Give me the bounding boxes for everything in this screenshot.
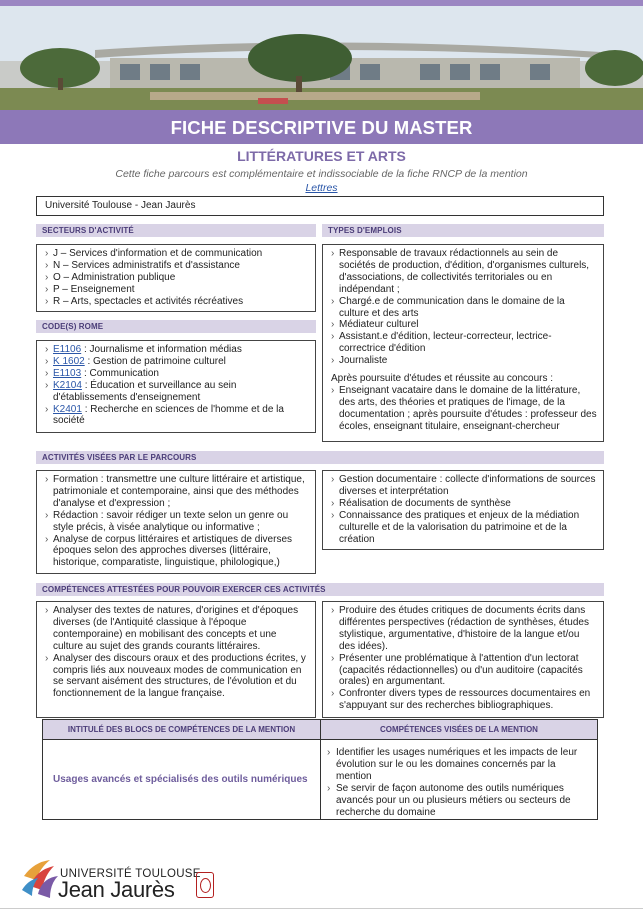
competences-left-box bbox=[36, 601, 316, 718]
rncp-note: Cette fiche parcours est complémentaire et indissociable de la fiche RNCP de la mention bbox=[115, 168, 528, 180]
list-item: › Rédaction : savoir rédiger un texte selon un genre ou style précis, à visée analytique ou informative ; bbox=[45, 510, 309, 534]
list-item: › Analyser des textes de natures, d'origines et d'époques diverses (de l'Antiquité classique à l'époque contemporaine) en mobilisant des concepts et une culture au sujet des grands courants littéraires. bbox=[45, 605, 309, 653]
blocs-head-left: INTITULÉ DES BLOCS DE COMPÉTENCES DE LA MENTION bbox=[43, 720, 321, 740]
rome-box bbox=[36, 340, 316, 433]
university-name: Université Toulouse - Jean Jaurès bbox=[36, 196, 604, 216]
emplois-box bbox=[322, 244, 604, 442]
list-item: › Analyser des discours oraux et des productions écrites, y compris liés aux nouveaux modes de communication en se servant aisément des structures, de l'évolution et du fonctionnement de la langue française. bbox=[45, 653, 309, 701]
list-item: › K2104 : Éducation et surveillance au sein d'établissements d'enseignement bbox=[45, 380, 309, 404]
competences-right-box bbox=[322, 601, 604, 718]
seal-icon bbox=[196, 872, 214, 898]
document-title: FICHE DESCRIPTIVE DU MASTER bbox=[0, 110, 643, 144]
list-item: › K 1602 : Gestion de patrimoine culturel bbox=[45, 356, 309, 368]
blocs-head-right: COMPÉTENCES VISÉES DE LA MENTION bbox=[321, 720, 597, 740]
list-item: › K2401 : Recherche en sciences de l'homme et de la société bbox=[45, 404, 309, 428]
secteurs-heading: SECTEURS D'ACTIVITÉ bbox=[36, 224, 316, 237]
list-item: › O – Administration publique bbox=[45, 272, 309, 284]
list-item: › Analyse de corpus littéraires et artistiques de diverses époques selon des approches diverses (littéraire, historique, comparatiste, linguistique, philologique,) bbox=[45, 534, 309, 570]
rome-code-link[interactable]: K 1602 bbox=[53, 355, 85, 367]
list-item: › E1106 : Journalisme et information médias bbox=[45, 344, 309, 356]
emplois-heading: TYPES D'EMPLOIS bbox=[322, 224, 604, 237]
list-item: › Produire des études critiques de documents écrits dans différentes perspectives (rédaction de synthèses, études stylistique, argumentative, d'histoire de la langue et/ou des idées). bbox=[331, 605, 597, 653]
list-item: › Enseignant vacataire dans le domaine de la littérature, des arts, des théories et pratiques de l'image, de la documentation ; après poursuite d'études : professeur des écoles, enseignant titulaire, enseignant-chercheur bbox=[331, 385, 597, 433]
logo-line-2: Jean Jaurès bbox=[58, 877, 175, 902]
activites-heading: ACTIVITÉS VISÉES PAR LE PARCOURS bbox=[36, 451, 604, 464]
activites-left-box bbox=[36, 470, 316, 574]
list-item: › Gestion documentaire : collecte d'informations de sources diverses et interprétation bbox=[331, 474, 597, 498]
list-item: › N – Services administratifs et d'assistance bbox=[45, 260, 309, 272]
master-subtitle: LITTÉRATURES ET ARTS bbox=[237, 148, 406, 164]
rome-code-link[interactable]: E1106 bbox=[53, 344, 82, 355]
logo-mark-icon bbox=[20, 856, 62, 900]
competences-heading: COMPÉTENCES ATTESTÉES POUR POUVOIR EXERCER CES ACTIVITÉS bbox=[36, 583, 604, 596]
list-item: › Journaliste bbox=[331, 355, 597, 367]
rome-code-link[interactable]: K2104 bbox=[53, 379, 82, 391]
list-item: › Confronter divers types de ressources documentaires en s'appuyant sur des recherches bibliographiques. bbox=[331, 688, 597, 712]
list-item: › Formation : transmettre une culture littéraire et artistique, patrimoniale et contemporaine, ainsi que des méthodes d'analyse et d'expression ; bbox=[45, 474, 309, 510]
bloc-competences bbox=[321, 740, 597, 819]
campus-photo bbox=[0, 6, 643, 110]
activites-right-box bbox=[322, 470, 604, 550]
bloc-title: Usages avancés et spécialisés des outils numériques bbox=[43, 740, 321, 819]
list-item: › J – Services d'information et de communication bbox=[45, 248, 309, 260]
list-item: › P – Enseignement bbox=[45, 284, 309, 296]
secteurs-box bbox=[36, 244, 316, 312]
list-item: › R – Arts, spectacles et activités récréatives bbox=[45, 296, 309, 308]
list-item: › Se servir de façon autonome des outils numériques avancés pour un ou plusieurs métiers ou secteurs de recherche du domaine bbox=[327, 783, 591, 819]
list-item: › Connaissance des pratiques et enjeux de la médiation culturelle et de la valorisation du patrimoine et de la création bbox=[331, 510, 597, 546]
list-item: › Présenter une problématique à l'attention d'un lectorat (capacités rédactionnelles) ou d'un auditoire (capacités orales) en argumentant. bbox=[331, 653, 597, 689]
list-item: › Réalisation de documents de synthèse bbox=[331, 498, 597, 510]
list-item: › Assistant.e d'édition, lecteur-correcteur, lectrice-correctrice d'édition bbox=[331, 331, 597, 355]
university-logo bbox=[20, 852, 220, 904]
rome-heading: CODE(S) ROME bbox=[36, 320, 316, 333]
bottom-rule bbox=[0, 908, 643, 909]
list-item: › Médiateur culturel bbox=[331, 319, 597, 331]
list-item: › Responsable de travaux rédactionnels au sein de sociétés de production, d'édition, d'organismes culturels, d'associations, de collectivités territoriales ou en indépendant ; bbox=[331, 248, 597, 296]
list-item: › E1103 : Communication bbox=[45, 368, 309, 380]
blocs-table bbox=[42, 719, 598, 820]
list-item: › Chargé.e de communication dans le domaine de la culture et des arts bbox=[331, 296, 597, 320]
list-item: › Identifier les usages numériques et les impacts de leur évolution sur le ou les domaines concernés par la mention bbox=[327, 747, 591, 783]
logo-line-1: UNIVERSITÉ TOULOUSE bbox=[60, 868, 201, 880]
mention-link[interactable]: Lettres bbox=[305, 182, 338, 194]
after-studies-title: Après poursuite d'études et réussite au concours : bbox=[331, 373, 554, 385]
rome-code-link[interactable]: E1103 bbox=[53, 367, 82, 379]
rome-code-link[interactable]: K2401 bbox=[53, 403, 82, 415]
campus-illustration bbox=[0, 6, 643, 110]
